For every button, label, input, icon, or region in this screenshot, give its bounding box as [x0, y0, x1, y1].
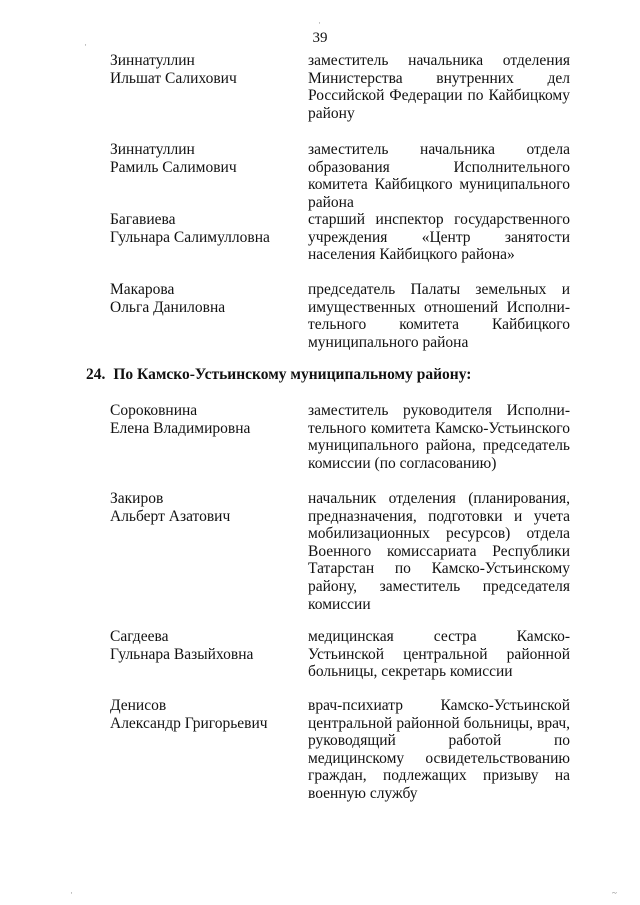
member-name — [110, 52, 295, 87]
member-name — [110, 141, 295, 176]
member-role: медицинская сестра Камско-Устьинской центральной районной больницы, секретарь комиссии — [308, 628, 570, 681]
member-given-name: Елена Владимировна — [110, 419, 251, 437]
member-role: начальник отделения (планирования, предназначения, подготовки и учета мобилизационных ресурсов) отдела Военного комиссариата Республики Татарстан по Камско-Устьинскому району, заместитель председателя комиссии — [308, 490, 570, 613]
member-surname: Закиров — [110, 490, 164, 507]
member-surname: Зиннатуллин — [110, 141, 195, 158]
member-name — [110, 402, 295, 437]
member-name — [110, 211, 295, 246]
member-role: председатель Палаты земельных и имущественных отношений Исполнительного комитета Кайбицкого муниципального района — [308, 281, 570, 351]
member-given-name: Гульнара Салимулловна — [110, 228, 270, 246]
page-number: 39 — [312, 30, 328, 46]
member-name — [110, 697, 295, 732]
member-surname: Зиннатуллин — [110, 52, 195, 69]
scan-mark: ~ — [612, 888, 617, 898]
member-given-name: Гульнара Вазыйховна — [110, 645, 254, 663]
member-surname: Макарова — [110, 281, 175, 298]
section-heading — [86, 366, 471, 384]
member-role: заместитель начальника отделения Министерства внутренних дел Российской Федерации по Кайбицкому району — [308, 52, 570, 122]
scan-mark: · — [70, 888, 73, 898]
member-name — [110, 281, 295, 316]
member-name — [110, 628, 295, 663]
section-number: 24. — [86, 366, 106, 383]
member-surname: Сороковнина — [110, 402, 198, 419]
member-role: старший инспектор государственного учреждения «Центр занятости населения Кайбицкого района» — [308, 211, 570, 264]
member-surname: Денисов — [110, 697, 167, 714]
member-role: заместитель руководителя Исполнительного комитета Камско-Устьинского муниципального района, председатель комиссии (по согласованию) — [308, 402, 570, 472]
member-given-name: Рамиль Салимович — [110, 158, 237, 176]
scan-mark: · — [318, 18, 321, 28]
member-given-name: Александр Григорьевич — [110, 714, 268, 732]
member-role: заместитель начальника отдела образования Исполнительного комитета Кайбицкого муниципального района — [308, 141, 570, 211]
member-given-name: Ольга Даниловна — [110, 298, 226, 316]
member-surname: Сагдеева — [110, 628, 169, 645]
member-name — [110, 490, 295, 525]
section-title: По Камско-Устьинскому муниципальному району: — [113, 366, 472, 383]
member-role: врач-психиатр Камско-Устьинской центральной районной больницы, врач, руководящий работой по медицинскому освидетельствованию граждан, подлежащих призыву на военную службу — [308, 697, 570, 802]
member-surname: Багавиева — [110, 211, 176, 228]
scan-mark: · — [84, 40, 87, 50]
member-given-name: Ильшат Салихович — [110, 69, 237, 87]
member-given-name: Альберт Азатович — [110, 507, 231, 525]
